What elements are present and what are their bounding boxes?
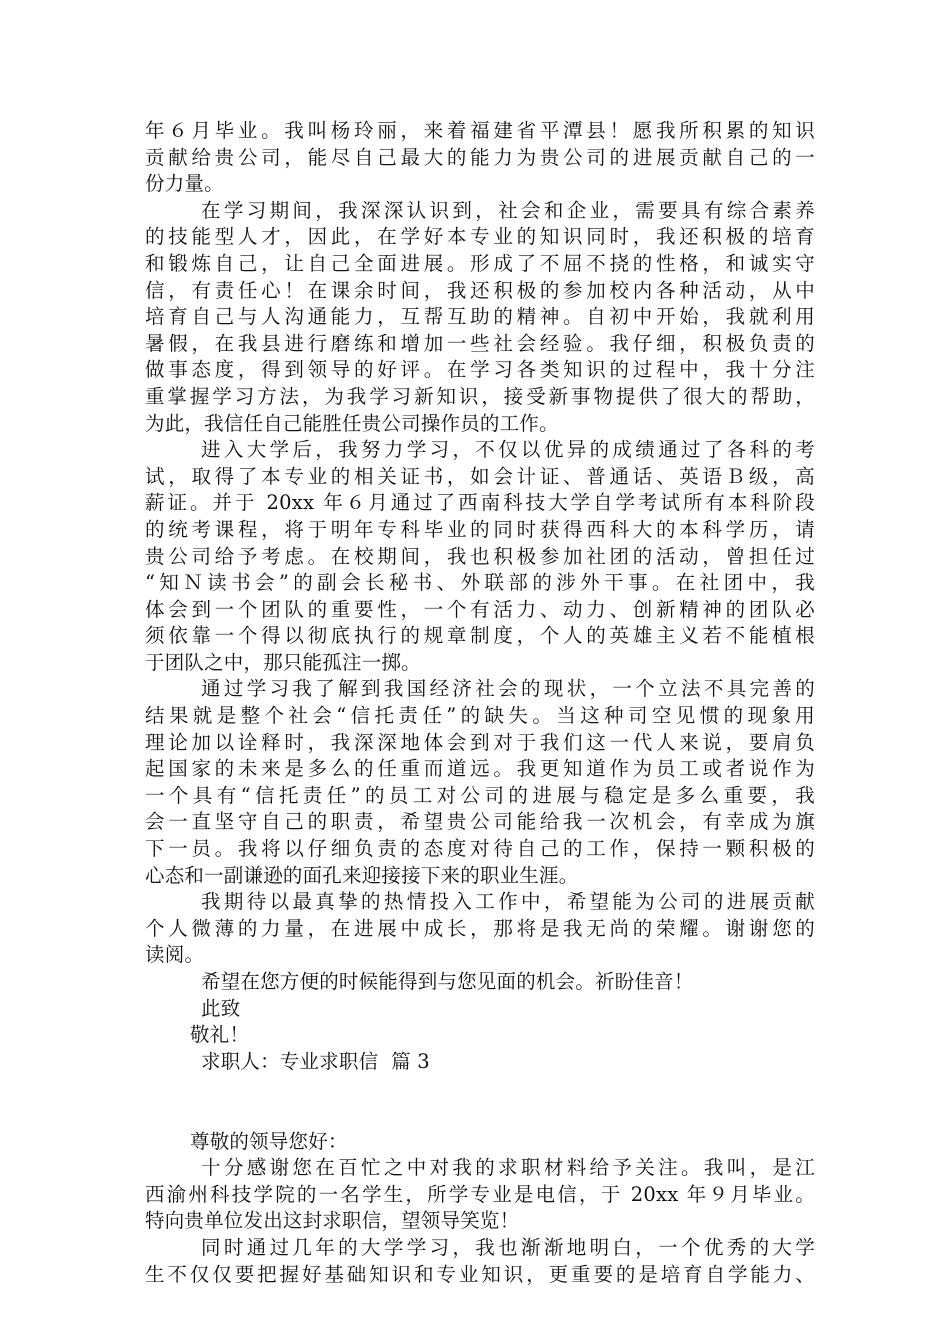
- text-line: 通过学习我了解到我国经济社会的现状，一个立法不具完善的: [201, 677, 815, 701]
- text-line: 敬礼！: [190, 1023, 250, 1047]
- text-line: 十分感谢您在百忙之中对我的求职材料给予关注。我叫，是江: [201, 1156, 815, 1180]
- text-line: 读阅。: [145, 943, 205, 967]
- text-line: 须依靠一个得以彻底执行的规章制度，个人的英雄主义若不能植根: [145, 624, 815, 648]
- letter-body: [145, 118, 815, 1288]
- text-line: 起国家的未来是多么的任重而道远。我更知道作为员工或者说作为: [145, 757, 815, 781]
- text-line: 重掌握学习方法，为我学习新知识，接受新事物提供了很大的帮助，: [145, 384, 815, 408]
- text-line: 培育自己与人沟通能力，互帮互助的精神。自初中开始，我就利用: [145, 305, 815, 329]
- text-line: 为此，我信任自己能胜任贵公司操作员的工作。: [145, 411, 559, 435]
- text-line: 和锻炼自己，让自己全面进展。形成了不屈不挠的性格，和诚实守: [145, 251, 815, 275]
- text-line: 此致: [201, 996, 241, 1020]
- text-line: 于团队之中，那只能孤注一掷。: [145, 650, 421, 674]
- text-line: 试，取得了本专业的相关证书，如会计证、普通话、英语Ｂ级，高: [145, 464, 815, 488]
- text-line: 生不仅仅要把握好基础知识和专业知识，更重要的是培育自学能力、: [145, 1262, 815, 1286]
- text-line: 贡献给贵公司，能尽自己最大的能力为贵公司的进展贡献自己的一: [145, 145, 815, 169]
- text-line: 一个具有“信托责任”的员工对公司的进展与稳定是多么重要，我: [145, 783, 815, 807]
- text-line: 会一直坚守自己的职责，希望贵公司能给我一次机会，有幸成为旗: [145, 810, 815, 834]
- text-line: 做事态度，得到领导的好评。在学习各类知识的过程中，我十分注: [145, 358, 815, 382]
- text-line: 希望在您方便的时候能得到与您见面的机会。祈盼佳音！: [201, 970, 694, 993]
- text-line: 心态和一副谦逊的面孔来迎接接下来的职业生涯。: [145, 863, 579, 887]
- text-line: 尊敬的领导您好：: [190, 1129, 348, 1153]
- text-line: 同时通过几年的大学学习，我也渐渐地明白，一个优秀的大学: [201, 1235, 815, 1259]
- text-line: 信，有责任心！在课余时间，我还积极的参加校内各种活动，从中: [145, 278, 815, 302]
- text-line: 下一员。我将以仔细负责的态度对待自己的工作，保持一颗积极的: [145, 837, 815, 861]
- text-line: 的技能型人才，因此，在学好本专业的知识同时，我还积极的培育: [145, 225, 815, 249]
- text-line: 在学习期间，我深深认识到，社会和企业，需要具有综合素养: [201, 198, 815, 222]
- text-line: “知Ｎ读书会”的副会长秘书、外联部的涉外干事。在社团中，我: [145, 571, 815, 595]
- text-line: 年６月毕业。我叫杨玲丽，来着福建省平潭县！愿我所积累的知识: [145, 119, 815, 142]
- text-line: 求职人：专业求职信 篇 3: [201, 1049, 430, 1073]
- text-line: 份力量。: [145, 172, 224, 196]
- text-line: 西渝州科技学院的一名学生，所学专业是电信，于 20xx 年９月毕业。: [145, 1182, 815, 1206]
- section-gap: [145, 1075, 815, 1128]
- text-line: 暑假，在我县进行磨练和增加一些社会经验。我仔细，积极负责的: [145, 331, 815, 355]
- text-line: 理论加以诠释时，我深深地体会到对于我们这一代人来说，要肩负: [145, 730, 815, 754]
- text-line: 特向贵单位发出这封求职信，望领导笑览！: [145, 1209, 520, 1233]
- text-line: 进入大学后，我努力学习，不仅以优异的成绩通过了各科的考: [201, 438, 815, 462]
- text-line: 薪证。并于 20xx 年６月通过了西南科技大学自学考试所有本科阶段: [145, 491, 815, 515]
- text-line: 体会到一个团队的重要性，一个有活力、动力、创新精神的团队必: [145, 597, 815, 621]
- text-line: 的统考课程，将于明年专科毕业的同时获得西科大的本科学历，请: [145, 517, 815, 541]
- text-line: 结果就是整个社会“信托责任”的缺失。当这种司空见惯的现象用: [145, 704, 815, 728]
- text-line: 贵公司给予考虑。在校期间，我也积极参加社团的活动，曾担任过: [145, 544, 815, 568]
- text-line: 我期待以最真挚的热情投入工作中，希望能为公司的进展贡献: [201, 890, 815, 914]
- text-line: 个人微薄的力量，在进展中成长，那将是我无尚的荣耀。谢谢您的: [145, 916, 815, 940]
